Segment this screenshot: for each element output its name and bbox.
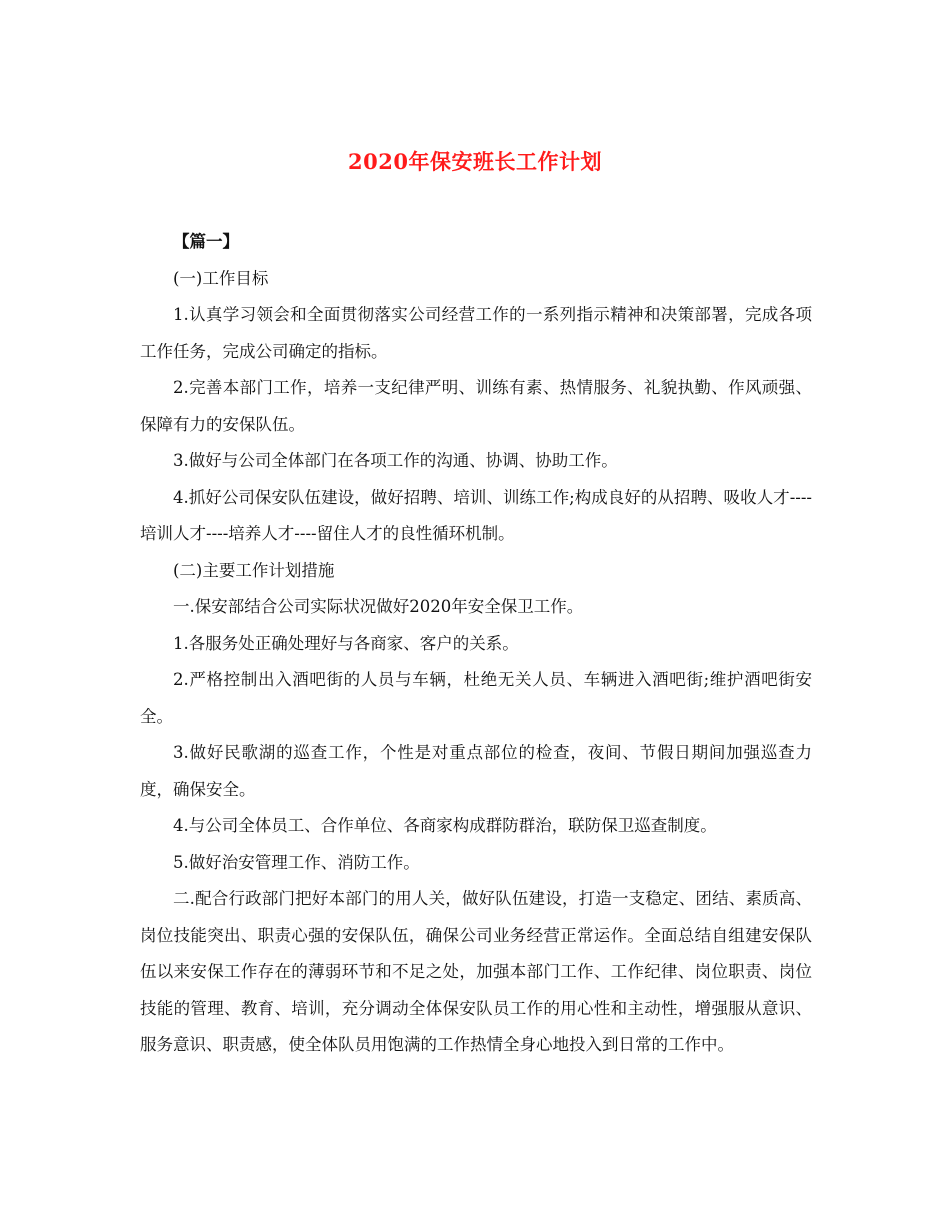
paragraph-measure-1: 1.各服务处正确处理好与各商家、客户的关系。: [173, 633, 519, 653]
paragraph-measure-5: 5.做好治安管理工作、消防工作。: [173, 852, 420, 872]
section-heading-part-one: 【篇一】: [173, 232, 239, 251]
subheading-work-goals: (一)工作目标: [173, 268, 269, 288]
document-body: [140, 224, 812, 1064]
document-title: 2020年保安班长工作计划: [348, 149, 602, 174]
paragraph-measure-2: 2.严格控制出入酒吧街的人员与车辆，杜绝无关人员、车辆进入酒吧街;维护酒吧街安全。: [140, 670, 812, 726]
paragraph-goal-2: 2.完善本部门工作，培养一支纪律严明、训练有素、热情服务、礼貌执勤、作风顽强、保障有力的安保队伍。: [140, 378, 812, 434]
paragraph-goal-1: 1.认真学习领会和全面贯彻落实公司经营工作的一系列指示精神和决策部署，完成各项工作任务，完成公司确定的指标。: [140, 305, 812, 361]
paragraph-measure-4: 4.与公司全体员工、合作单位、各商家构成群防群治，联防保卫巡查制度。: [173, 816, 717, 835]
paragraph-goal-3: 3.做好与公司全体部门在各项工作的沟通、协调、协助工作。: [173, 451, 618, 470]
paragraph-measure-two: 二.配合行政部门把好本部门的用人关，做好队伍建设，打造一支稳定、团结、素质高、岗位技能突出、职责心强的安保队伍，确保公司业务经营正常运作。全面总结自组建安保队伍以来安保工作存在的薄弱环节和不足之处，加强本部门工作、工作纪律、岗位职责、岗位技能的管理、教育、培训，充分调动全体保安队员工作的用心性和主动性，增强服从意识、服务意识、职责感，使全体队员用饱满的工作热情全身心地投入到日常的工作中。: [140, 889, 812, 1054]
paragraph-measure-one: 一.保安部结合公司实际状况做好2020年安全保卫工作。: [173, 597, 584, 616]
paragraph-measure-3: 3.做好民歌湖的巡查工作，个性是对重点部位的检查，夜间、节假日期间加强巡查力度，确保安全。: [140, 743, 812, 799]
paragraph-goal-4: 4.抓好公司保安队伍建设，做好招聘、培训、训练工作;构成良好的从招聘、吸收人才----培训人才----培养人才----留住人才的良性循环机制。: [140, 487, 812, 543]
subheading-main-measures: (二)主要工作计划措施: [173, 560, 335, 580]
